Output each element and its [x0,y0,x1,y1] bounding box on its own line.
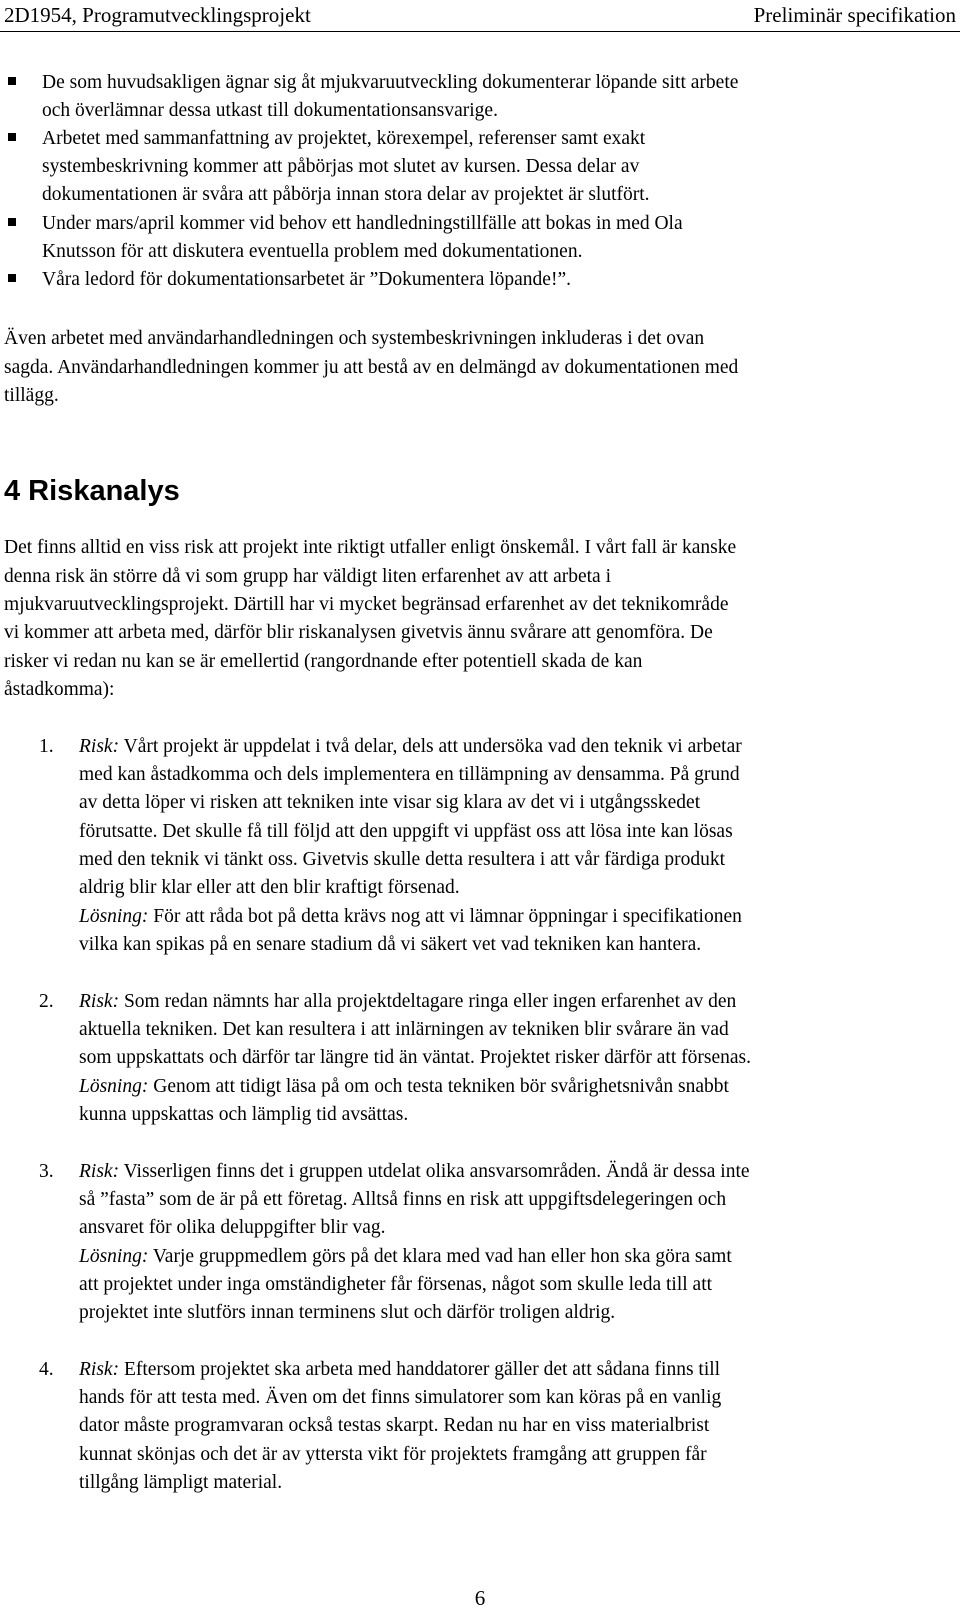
risk-line: tillgång lämpligt material. [79,1472,283,1493]
risk-number: 1. [39,736,54,757]
bullet-line: Knutsson för att diskutera eventuella problem med dokumentationen. [42,241,583,262]
risk-line: aldrig blir klar eller att den blir kraftigt försenad. [79,877,460,898]
risk-label: Risk: [79,991,120,1012]
solution-line: Lösning: För att råda bot på detta krävs nog att vi lämnar öppningar i specifikationen [79,906,742,927]
bullet-line: dokumentationen är svåra att påbörja innan stora delar av projektet är slutfört. [42,184,650,205]
page-header [0,0,960,32]
paragraph-line: Även arbetet med användarhandledningen och systembeskrivningen inkluderas i det ovan [4,328,705,349]
section-heading: 4 Riskanalys [4,475,180,507]
intro-line: mjukvaruutvecklingsprojekt. Därtill har vi mycket begränsad erfarenhet av det teknikområde [4,594,729,615]
solution-label: Lösning: [79,1246,149,1267]
bullet-marker [8,133,16,141]
document-type: Preliminär specifikation [753,3,956,27]
risk-label: Risk: [79,1161,120,1182]
solution-line: Lösning: Genom att tidigt läsa på om och testa tekniken bör svårighetsnivån snabbt [79,1076,729,1097]
risk-line: aktuella tekniken. Det kan resultera i att inlärningen av tekniken blir svårare än vad [79,1019,729,1040]
risk-line: hands för att testa med. Även om det finns simulatorer som kan köras på en vanlig [79,1387,722,1408]
bullet-line: Under mars/april kommer vid behov ett handledningstillfälle att bokas in med Ola [42,213,683,234]
risk-line: förutsatte. Det skulle få till följd att den uppgift vi uppfäst oss att lösa inte kan lösas [79,821,733,842]
bullet-line: Våra ledord för dokumentationsarbetet är ”Dokumentera löpande!”. [42,269,571,290]
bullet-line: och överlämnar dessa utkast till dokumentationsansvarige. [42,100,498,121]
risk-line: Risk: Som redan nämnts har alla projektdeltagare ringa eller ingen erfarenhet av den [79,991,737,1012]
intro-line: Det finns alltid en viss risk att projekt inte riktigt utfaller enligt önskemål. I vårt fall är kanske [4,537,737,558]
risk-line: kunnat skönjas och det är av yttersta vikt för projektets framgång att gruppen får [79,1444,707,1465]
risk-line: av detta löper vi risken att tekniken inte visar sig klara av det vi i utgångsskedet [79,792,701,813]
risk-line: med den teknik vi tänkt oss. Givetvis skulle detta resultera i att vår färdiga produkt [79,849,726,870]
risk-line: så ”fasta” som de är på ett företag. Alltså finns en risk att uppgiftsdelegeringen och [79,1189,727,1210]
risk-line: med kan åstadkomma och dels implementera en tillämpning av densamma. På grund [79,764,740,785]
risk-line: dator måste programvaran också testas skarpt. Redan nu har en viss materialbrist [79,1415,710,1436]
solution-label: Lösning: [79,906,149,927]
solution-line: vilka kan spikas på en senare stadium då vi säkert vet vad tekniken kan hantera. [79,934,702,955]
risk-number: 4. [39,1359,54,1380]
paragraph-line: sagda. Användarhandledningen kommer ju att bestå av en delmängd av dokumentationen med [4,357,739,378]
intro-line: risker vi redan nu kan se är emellertid (rangordnande efter potentiell skada de kan [4,651,643,672]
intro-line: denna risk än större då vi som grupp har väldigt liten erfarenhet av att arbeta i [4,566,611,587]
bullet-line: De som huvudsakligen ägnar sig åt mjukvaruutveckling dokumenterar löpande sitt arbete [42,72,739,93]
bullet-line: Arbetet med sammanfattning av projektet, körexempel, referenser samt exakt [42,128,646,149]
bullet-marker [8,274,16,282]
bullet-marker [8,218,16,226]
bullet-line: systembeskrivning kommer att påbörjas mot slutet av kursen. Dessa delar av [42,156,640,177]
course-title: 2D1954, Programutvecklingsprojekt [4,3,311,27]
page-number: 6 [474,1586,486,1610]
risk-line: ansvaret för olika deluppgifter blir vag. [79,1217,386,1238]
solution-label: Lösning: [79,1076,149,1097]
risk-label: Risk: [79,1359,120,1380]
risk-line: Risk: Visserligen finns det i gruppen utdelat olika ansvarsområden. Ändå är dessa inte [79,1161,750,1182]
risk-number: 3. [39,1161,54,1182]
solution-line: att projektet under inga omständigheter får försenas, något som skulle leda till att [79,1274,713,1295]
solution-line: kunna uppskattas och lämplig tid avsättas. [79,1104,409,1125]
risk-line: Risk: Vårt projekt är uppdelat i två delar, dels att undersöka vad den teknik vi arbetar [79,736,742,757]
solution-line: projektet inte slutförs innan terminens slut och därför troligen aldrig. [79,1302,616,1323]
risk-line: som uppskattats och därför tar längre tid än väntat. Projektet risker därför att försenas. [79,1047,751,1068]
risk-number: 2. [39,991,54,1012]
intro-line: vi kommer att arbeta med, därför blir riskanalysen givetvis ännu svårare att genomföra. De [4,622,713,643]
risk-label: Risk: [79,736,120,757]
paragraph-line: tillägg. [4,385,59,406]
bullet-marker [8,77,16,85]
risk-line: Risk: Eftersom projektet ska arbeta med handdatorer gäller det att sådana finns till [79,1359,721,1380]
solution-line: Lösning: Varje gruppmedlem görs på det klara med vad han eller hon ska göra samt [79,1246,732,1267]
intro-line: åstadkomma): [4,679,115,700]
